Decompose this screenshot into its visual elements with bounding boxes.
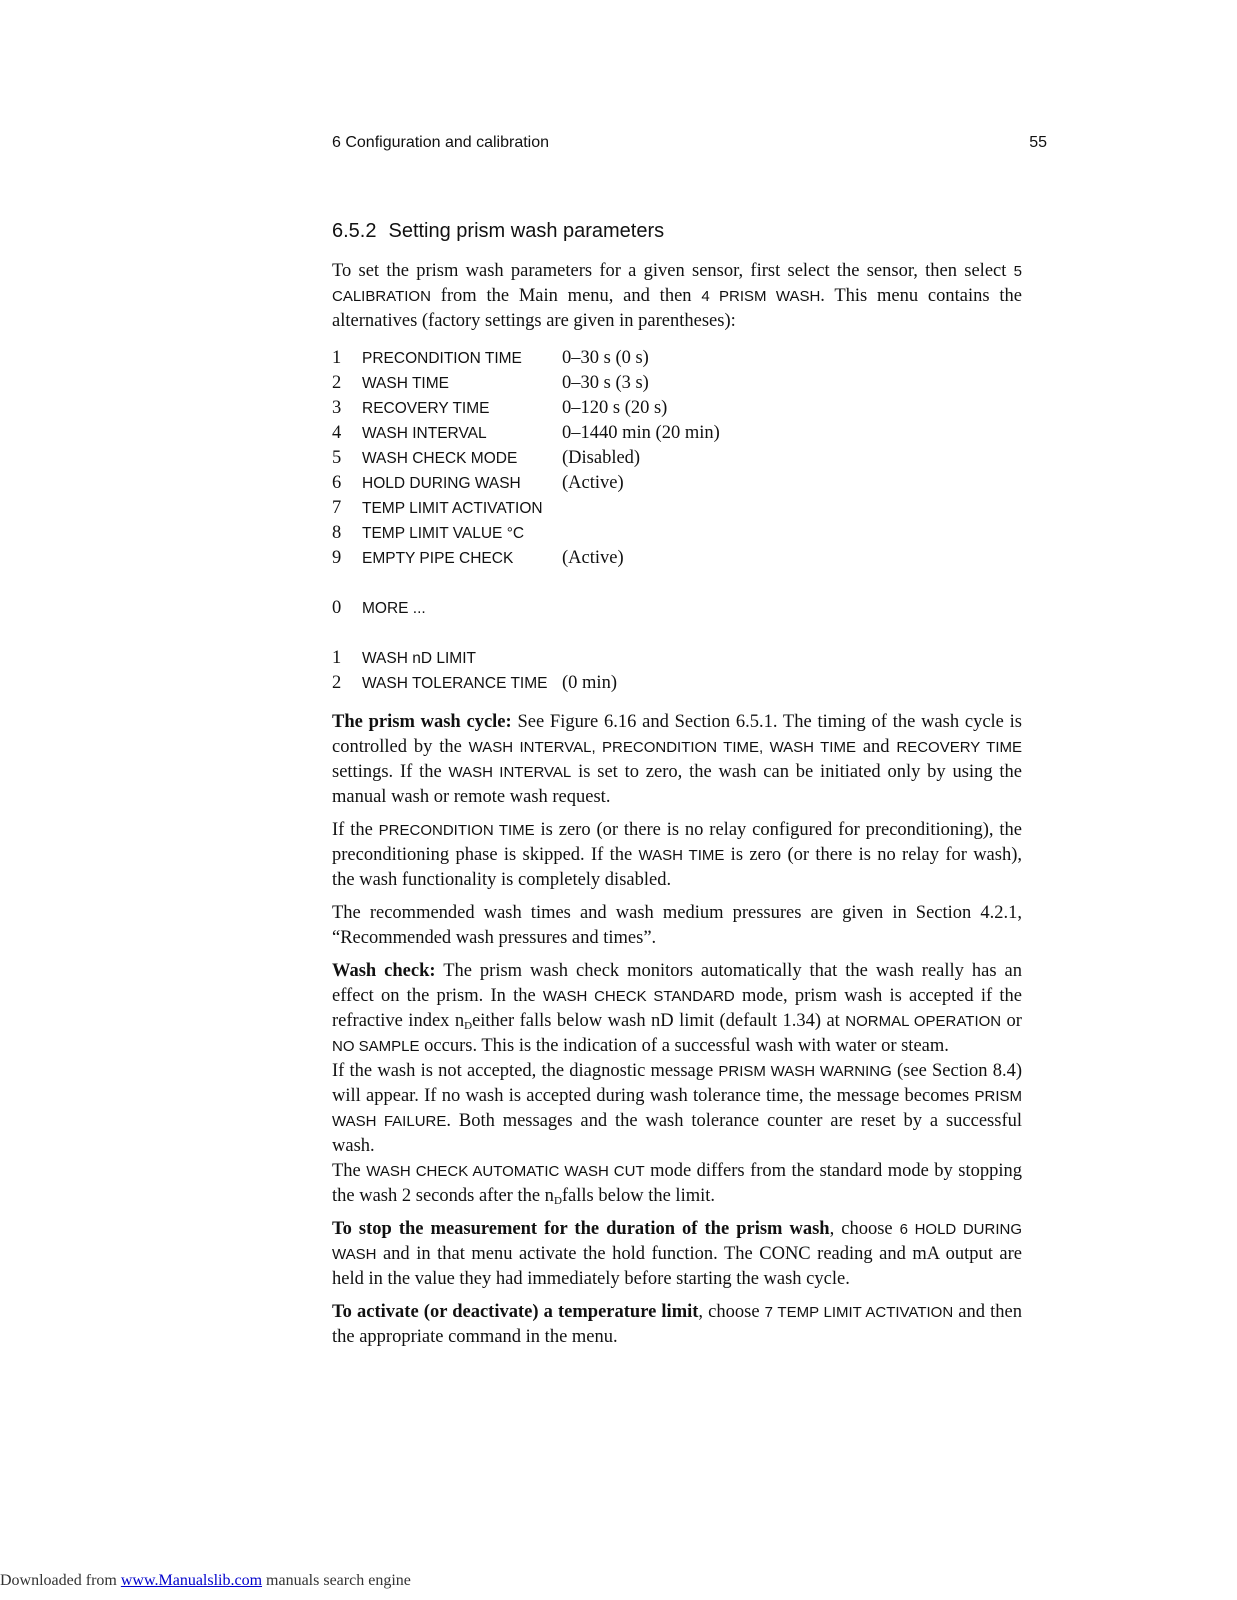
param-row (332, 673, 1022, 698)
text: See Figure 6.16 and Section 6.5.1. The timing of the wash cycle is controlled by the (332, 712, 1022, 757)
param-index: 8 (332, 523, 342, 543)
param-row (332, 373, 1022, 398)
paragraph-lead: The prism wash cycle: (332, 712, 512, 732)
section-number: 6.5.2 (332, 220, 377, 242)
menu-ref: 7 TEMP LIMIT ACTIVATION (764, 1304, 954, 1321)
chapter-title: 6 Configuration and calibration (332, 134, 550, 151)
subscript: D (553, 1195, 562, 1207)
text: or (1001, 1011, 1022, 1031)
param-row (332, 498, 1022, 523)
section-title: Setting prism wash parameters (388, 220, 665, 242)
param-name: WASH INTERVAL (362, 425, 487, 442)
menu-ref: NORMAL OPERATION (845, 1013, 1002, 1030)
text: mode, prism wash is accepted if the refractive index n (332, 986, 1023, 1031)
param-index: 2 (332, 373, 342, 393)
stop-measurement-paragraph (332, 1217, 1022, 1292)
param-value: 0–30 s (0 s) (562, 348, 649, 368)
page-number: 55 (1029, 134, 1047, 151)
text: . Both messages and the wash tolerance counter are reset by a successful wash. (332, 1111, 1022, 1156)
menu-ref: PRISM WASH FAILURE (332, 1088, 1022, 1130)
param-row (332, 648, 1022, 673)
menu-ref: WASH TIME (638, 847, 725, 864)
param-name: TEMP LIMIT ACTIVATION (362, 500, 543, 517)
param-index: 5 (332, 448, 342, 468)
param-value: (Active) (562, 548, 624, 568)
menu-ref: 5 CALIBRATION (332, 263, 1022, 305)
list-gap (332, 623, 1022, 648)
footer-suffix: manuals search engine (262, 1572, 411, 1589)
param-value: (0 min) (562, 673, 617, 693)
param-row (332, 548, 1022, 573)
text: occurs. This is the indication of a successful wash with water or steam. (419, 1036, 949, 1056)
text: from the Main menu, and then (430, 286, 702, 306)
download-footer (0, 1572, 411, 1590)
param-name: TEMP LIMIT VALUE °C (362, 525, 525, 542)
text: settings. If the (332, 762, 449, 782)
text: is zero (or there is no relay configured for preconditioning), the preconditioning phase is skipped. If the (332, 820, 1022, 865)
manualslib-link[interactable]: www.Manualslib.com (120, 1572, 263, 1589)
wash-cut-paragraph (332, 1159, 1022, 1209)
wash-not-accepted-paragraph (332, 1059, 1022, 1159)
paragraph-lead: To stop the measurement for the duration of the prism wash (332, 1219, 830, 1239)
wash-check-paragraph (332, 959, 1022, 1059)
param-index: 2 (332, 673, 342, 693)
param-name: MORE ... (362, 600, 426, 617)
param-name: WASH nD LIMIT (362, 650, 476, 667)
text: mode differs from the standard mode by stopping the wash 2 seconds after the n (332, 1161, 1022, 1206)
param-name: RECOVERY TIME (362, 400, 490, 417)
text: either falls below wash nD limit (default 1.34) at (472, 1011, 846, 1031)
param-index: 3 (332, 398, 342, 418)
temp-limit-paragraph (332, 1300, 1022, 1350)
param-index: 1 (332, 648, 342, 668)
text: and then the appropriate command in the menu. (332, 1302, 1022, 1347)
intro-paragraph (332, 259, 1022, 334)
text: and (855, 737, 897, 757)
param-value: 0–120 s (20 s) (562, 398, 668, 418)
menu-ref: WASH CHECK STANDARD (542, 988, 735, 1005)
param-index: 4 (332, 423, 342, 443)
param-index: 9 (332, 548, 342, 568)
menu-ref: WASH INTERVAL (448, 764, 572, 781)
menu-ref: PRISM WASH WARNING (718, 1063, 892, 1080)
subscript: D (464, 1020, 473, 1032)
param-name: WASH TOLERANCE TIME (362, 675, 548, 692)
text: (see Section 8.4) will appear. If no wash is accepted during wash tolerance time, the message becomes (332, 1061, 1022, 1106)
text: is zero (or there is no relay for wash), the wash functionality is completely disabled. (332, 845, 1022, 890)
text: The prism wash check monitors automatically that the wash really has an effect on the prism. In the (332, 961, 1022, 1006)
param-row (332, 398, 1022, 423)
text: . This menu contains the alternatives (factory settings are given in parentheses): (332, 286, 1022, 331)
param-name: WASH TIME (362, 375, 449, 392)
param-row (332, 448, 1022, 473)
param-name: PRECONDITION TIME (362, 350, 522, 367)
recommended-paragraph: The recommended wash times and wash medium pressures are given in Section 4.2.1, “Recommended wash pressures and times”. (332, 903, 1022, 948)
param-name: HOLD DURING WASH (362, 475, 521, 492)
paragraph-lead: Wash check: (332, 961, 436, 981)
param-name: EMPTY PIPE CHECK (362, 550, 514, 567)
text: The (332, 1161, 367, 1181)
param-index: 1 (332, 348, 342, 368)
text: is set to zero, the wash can be initiated only by using the manual wash or remote wash request. (332, 762, 1022, 807)
menu-ref: 4 PRISM WASH (701, 288, 821, 305)
text: , choose (829, 1219, 900, 1239)
param-name: WASH CHECK MODE (362, 450, 518, 467)
param-index: 0 (332, 598, 342, 618)
param-index: 7 (332, 498, 342, 518)
param-row (332, 473, 1022, 498)
menu-ref: NO SAMPLE (332, 1038, 420, 1055)
param-row (332, 598, 1022, 623)
text: If the (332, 820, 379, 840)
parameter-menu-list (332, 348, 1022, 698)
paragraph-lead: To activate (or deactivate) a temperature limit (332, 1302, 699, 1322)
menu-ref: WASH CHECK AUTOMATIC WASH CUT (366, 1163, 645, 1180)
param-value: (Disabled) (562, 448, 641, 468)
section-heading (332, 220, 1022, 243)
text: To set the prism wash parameters for a given sensor, first select the sensor, then select (332, 261, 1014, 281)
param-index: 6 (332, 473, 342, 493)
wash-cycle-paragraph (332, 710, 1022, 810)
menu-ref: WASH INTERVAL, PRECONDITION TIME, WASH TIME (468, 739, 856, 756)
list-gap (332, 573, 1022, 598)
param-value: 0–30 s (3 s) (562, 373, 649, 393)
menu-ref: PRECONDITION TIME (378, 822, 535, 839)
text: , choose (698, 1302, 765, 1322)
param-value: 0–1440 min (20 min) (562, 423, 720, 443)
text: falls below the limit. (561, 1186, 716, 1206)
param-value: (Active) (562, 473, 624, 493)
page-content (332, 220, 1022, 1358)
running-head (332, 134, 1047, 156)
footer-prefix: Downloaded from (0, 1572, 121, 1589)
param-row (332, 348, 1022, 373)
menu-ref: 6 HOLD DURING WASH (332, 1221, 1022, 1263)
text: and in that menu activate the hold function. The CONC reading and mA output are held in the value they had immediately before starting the wash cycle. (332, 1244, 1022, 1289)
text: If the wash is not accepted, the diagnostic message (332, 1061, 719, 1081)
precondition-paragraph (332, 818, 1022, 893)
menu-ref: RECOVERY TIME (896, 739, 1022, 756)
param-row (332, 523, 1022, 548)
param-row (332, 423, 1022, 448)
